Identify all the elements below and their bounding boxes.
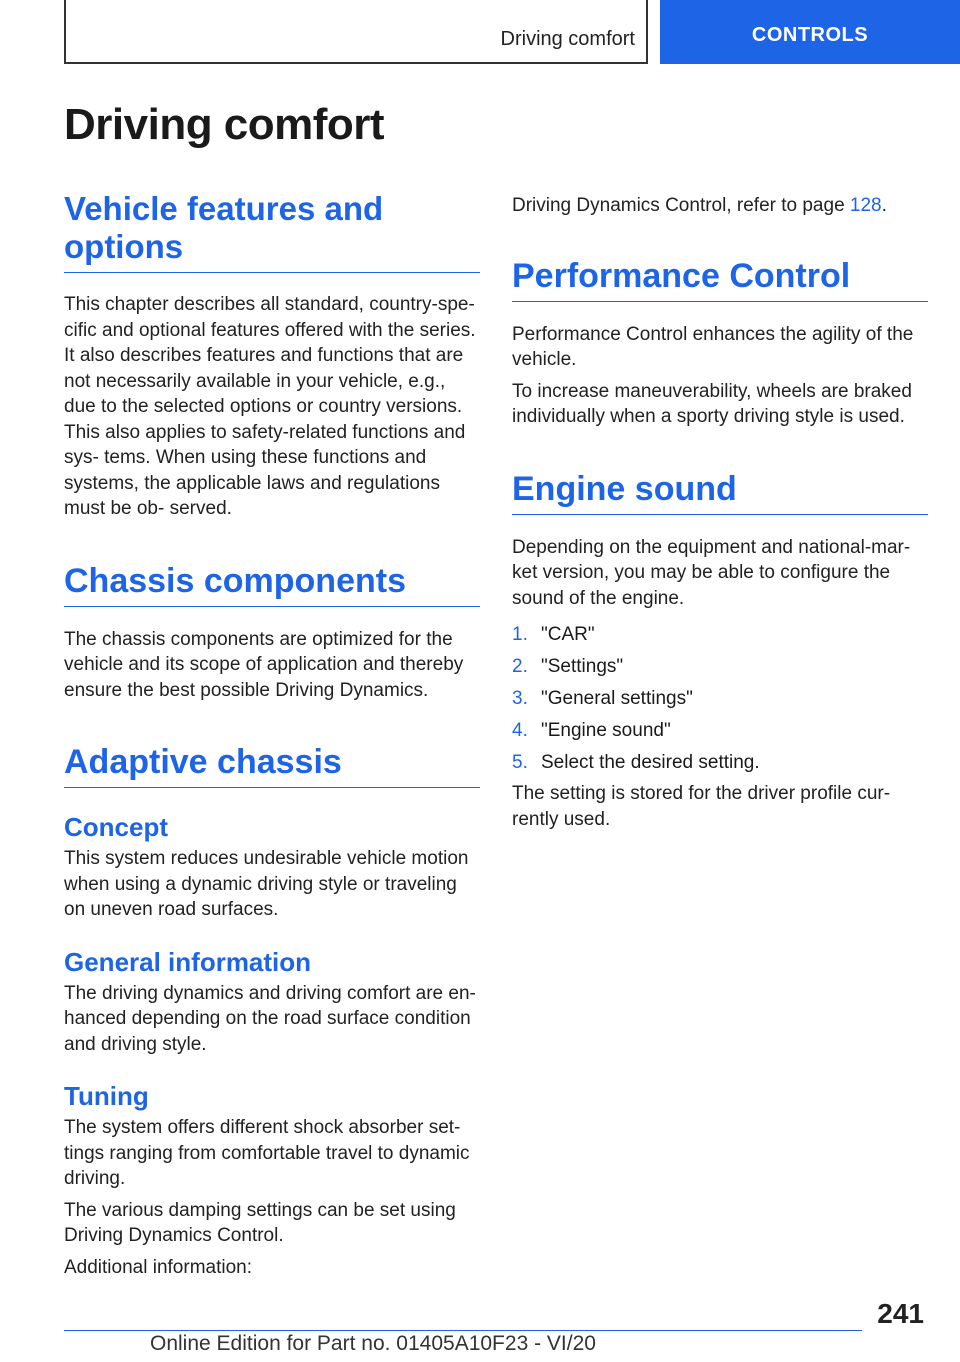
engine-sound-steps: [512, 619, 928, 779]
list-item: [512, 747, 928, 779]
step-text: "General settings": [541, 688, 693, 709]
step-number: 3.: [512, 688, 528, 709]
page-number: 241: [877, 1298, 924, 1329]
right-column: [512, 190, 928, 832]
engine-sound-heading: Engine sound: [512, 470, 928, 515]
step-number: 5.: [512, 752, 528, 773]
chassis-heading: Chassis components: [64, 562, 480, 607]
page-reference-text: Driving Dynamics Control, refer to page: [512, 195, 850, 216]
step-number: 4.: [512, 720, 528, 741]
performance-text: Performance Control enhances the agility of the vehicle.: [512, 323, 914, 370]
tuning-damping-text: The various damping settings can be set using Driving Dynamics Control.: [64, 1199, 456, 1246]
footer-edition: Online Edition for Part no. 01405A10F23 - VI/20: [150, 1332, 596, 1355]
chassis-text: The chassis components are optimized for the vehicle and its scope of application and thereby ensure the best possible Driving Dynamics.: [64, 628, 464, 701]
step-text: "Settings": [541, 656, 624, 677]
general-info-text: The driving dynamics and driving comfort are en- hanced depending on the road surface condition and driving style.: [64, 982, 476, 1055]
engine-sound-intro: Depending on the equipment and national-mar- ket version, you may be able to configure the sound of the engine.: [512, 536, 911, 609]
engine-sound-outro: The setting is stored for the driver profile cur- rently used.: [512, 783, 891, 830]
page-title: Driving comfort: [64, 100, 385, 149]
footer-divider: [64, 1330, 862, 1331]
concept-heading: Concept: [64, 812, 168, 842]
tuning-text: The system offers different shock absorber set- tings ranging from comfortable travel to dynamic driving.: [64, 1117, 470, 1189]
list-item: [512, 619, 928, 651]
list-item: [512, 683, 928, 715]
list-item: [512, 651, 928, 683]
maneuverability-text: To increase maneuverability, wheels are braked individually when a sporty driving style is used.: [512, 380, 912, 427]
step-text: "Engine sound": [541, 720, 671, 741]
left-column: [64, 190, 480, 1280]
concept-text: This system reduces undesirable vehicle motion when using a dynamic driving style or traveling on uneven road surfaces.: [64, 848, 469, 920]
page-reference: [512, 193, 928, 219]
step-text: "CAR": [541, 624, 595, 645]
general-info-heading: General information: [64, 946, 312, 977]
step-number: 2.: [512, 656, 528, 677]
step-text: Select the desired setting.: [541, 752, 760, 773]
tuning-heading: Tuning: [64, 1081, 149, 1111]
page-reference-suffix: .: [881, 195, 887, 216]
page-reference-link[interactable]: 128: [849, 195, 882, 216]
list-item: [512, 715, 928, 747]
header-tab-controls[interactable]: CONTROLS: [660, 0, 960, 64]
adaptive-heading: Adaptive chassis: [64, 743, 480, 788]
vehicle-features-heading: Vehicle features and options: [64, 190, 480, 273]
performance-heading: Performance Control: [512, 257, 928, 302]
step-number: 1.: [512, 624, 528, 645]
additional-info-label: Additional information:: [64, 1256, 252, 1278]
header-section-title: Driving comfort: [500, 28, 635, 50]
vehicle-features-text: This chapter describes all standard, country-spe- cific and optional features offered with the series. It also describes features and functions that are not necessarily available in your vehicle, e.g., due to the selected options or country versions. This also applies to safety-related functions and sys- tems. When using these functions and systems, the applicable laws and regulations must be ob- served.: [64, 294, 476, 519]
